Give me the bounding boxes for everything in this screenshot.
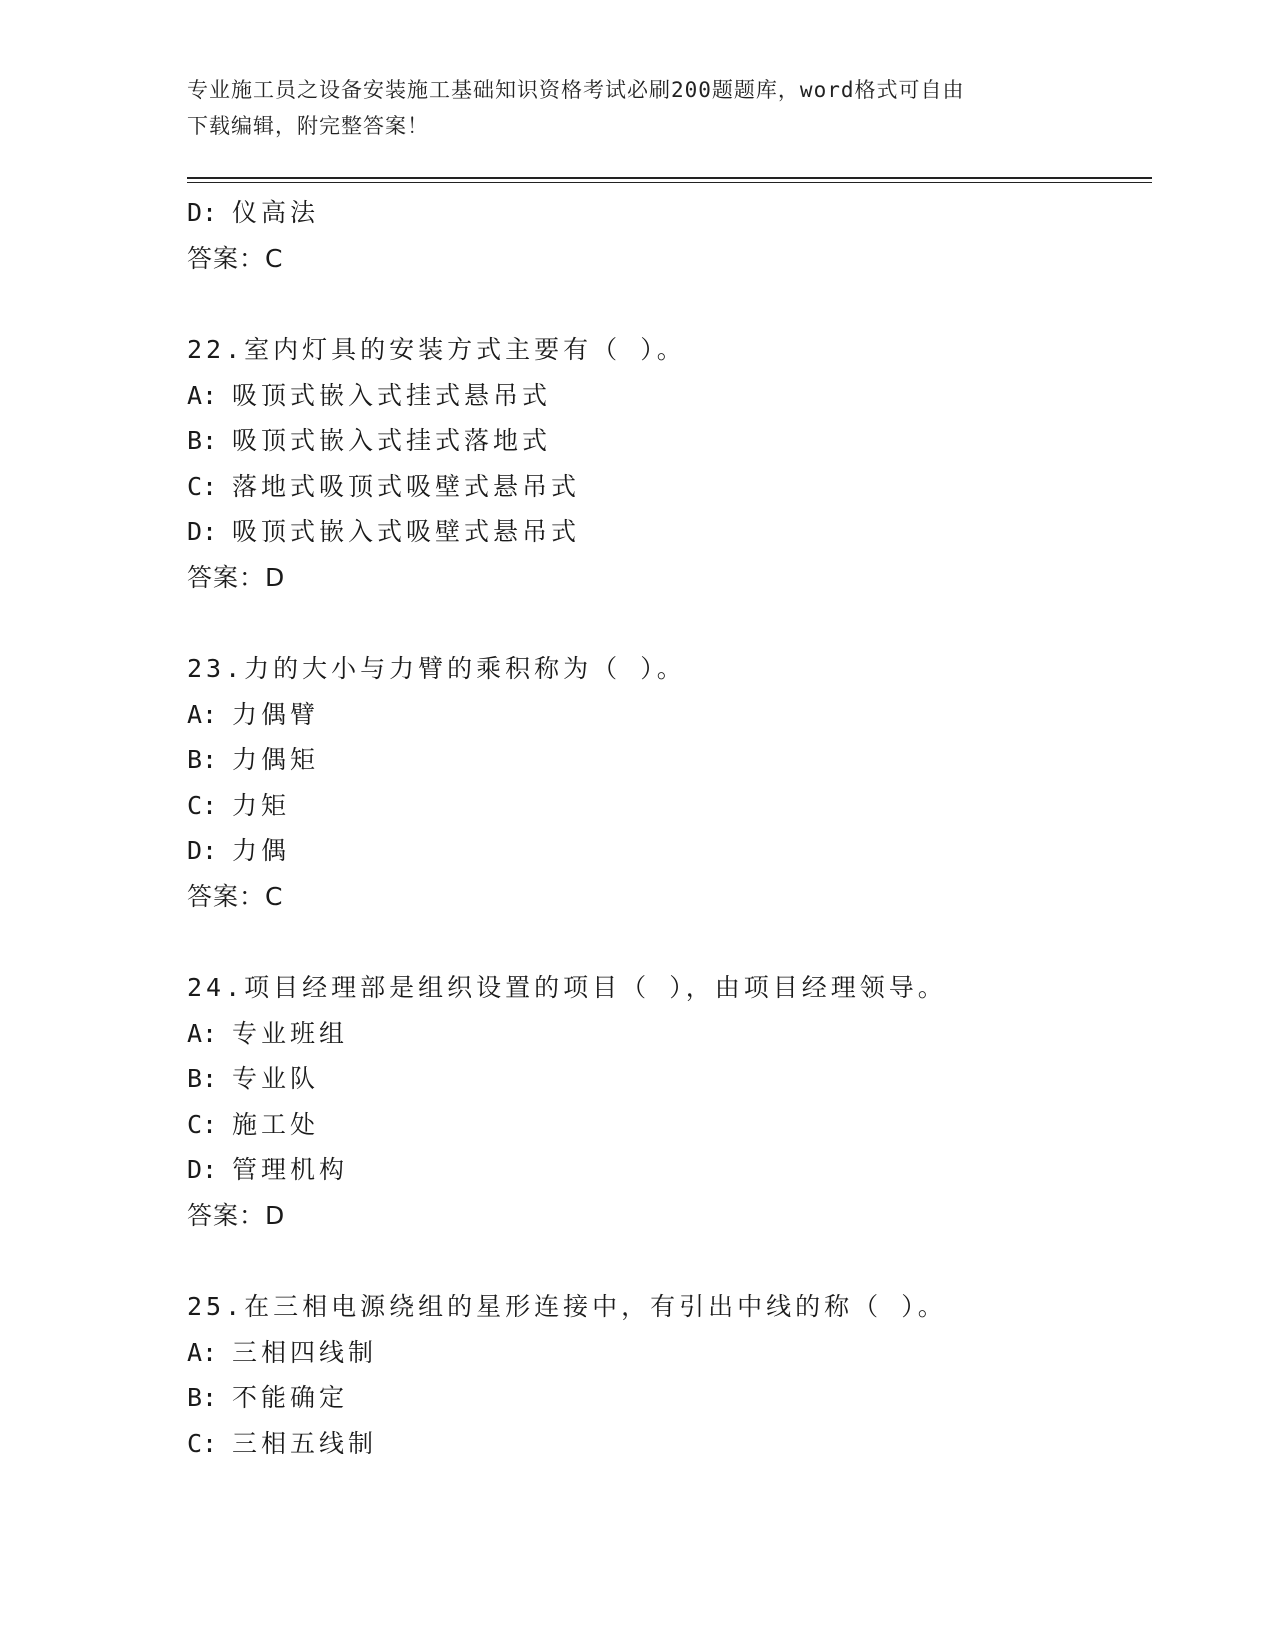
option-text: 吸顶式嵌入式挂式落地式 xyxy=(232,426,552,455)
option-text: 吸顶式嵌入式吸壁式悬吊式 xyxy=(232,517,581,546)
option-key: C: xyxy=(187,790,218,820)
option-text: 三相四线制 xyxy=(232,1337,378,1367)
option-line xyxy=(187,373,1152,419)
option-key: D: xyxy=(187,836,218,865)
question-gap xyxy=(187,281,1152,327)
question-stem: 24.项目经理部是组织设置的项目（ ），由项目经理领导。 xyxy=(187,973,947,1002)
option-text: 专业班组 xyxy=(232,1018,349,1048)
question-list xyxy=(187,190,1152,1466)
option-line xyxy=(187,464,1152,510)
option-text: 力矩 xyxy=(232,790,291,820)
option-line xyxy=(187,1375,1152,1421)
option-key: D: xyxy=(187,198,218,227)
option-line xyxy=(187,1330,1152,1376)
option-key: C: xyxy=(187,1109,218,1139)
option-key: D: xyxy=(187,517,218,546)
document-header xyxy=(187,72,1087,144)
option-key: B: xyxy=(187,745,218,774)
option-key: D: xyxy=(187,1155,218,1184)
option-text: 仪高法 xyxy=(232,198,320,227)
option-line xyxy=(187,1147,1152,1193)
option-text: 三相五线制 xyxy=(232,1428,378,1458)
option-line xyxy=(187,1011,1152,1057)
option-line xyxy=(187,418,1152,464)
option-text: 管理机构 xyxy=(232,1155,349,1184)
question-stem: 23.力的大小与力臂的乘积称为（ ）。 xyxy=(187,654,686,683)
option-line xyxy=(187,692,1152,738)
header-line-1: 专业施工员之设备安装施工基础知识资格考试必刷200题题库，word格式可自由 xyxy=(187,78,965,102)
option-text: 落地式吸顶式吸壁式悬吊式 xyxy=(232,471,581,501)
option-key: A: xyxy=(187,1018,218,1048)
option-key: A: xyxy=(187,1337,218,1367)
option-line xyxy=(187,190,1152,236)
question-gap xyxy=(187,1238,1152,1284)
option-line xyxy=(187,828,1152,874)
question-gap xyxy=(187,600,1152,646)
answer-line: 答案：D xyxy=(187,562,286,592)
question-stem: 25.在三相电源绕组的星形连接中，有引出中线的称（ ）。 xyxy=(187,1292,947,1321)
option-line xyxy=(187,1421,1152,1467)
question-stem: 22.室内灯具的安装方式主要有（ ）。 xyxy=(187,335,686,364)
option-text: 力偶 xyxy=(232,836,291,865)
option-key: A: xyxy=(187,380,218,410)
option-line xyxy=(187,1056,1152,1102)
option-text: 专业队 xyxy=(232,1064,320,1093)
option-text: 力偶矩 xyxy=(232,745,320,774)
option-text: 吸顶式嵌入式挂式悬吊式 xyxy=(232,380,552,410)
option-text: 施工处 xyxy=(232,1109,320,1139)
option-line xyxy=(187,509,1152,555)
answer-line: 答案：C xyxy=(187,881,284,911)
option-key: C: xyxy=(187,1428,218,1458)
option-key: B: xyxy=(187,1064,218,1093)
header-line-2: 下载编辑，附完整答案！ xyxy=(187,114,429,138)
option-text: 力偶臂 xyxy=(232,699,320,729)
option-key: A: xyxy=(187,699,218,729)
question-gap xyxy=(187,919,1152,965)
option-key: C: xyxy=(187,471,218,501)
answer-line: 答案：D xyxy=(187,1200,286,1230)
option-line xyxy=(187,1102,1152,1148)
option-text: 不能确定 xyxy=(232,1383,349,1412)
option-line xyxy=(187,783,1152,829)
option-key: B: xyxy=(187,1383,218,1412)
option-key: B: xyxy=(187,426,218,455)
header-rule-thin xyxy=(187,182,1152,183)
option-line xyxy=(187,737,1152,783)
answer-line: 答案：C xyxy=(187,243,284,273)
header-rule-thick xyxy=(187,177,1152,179)
